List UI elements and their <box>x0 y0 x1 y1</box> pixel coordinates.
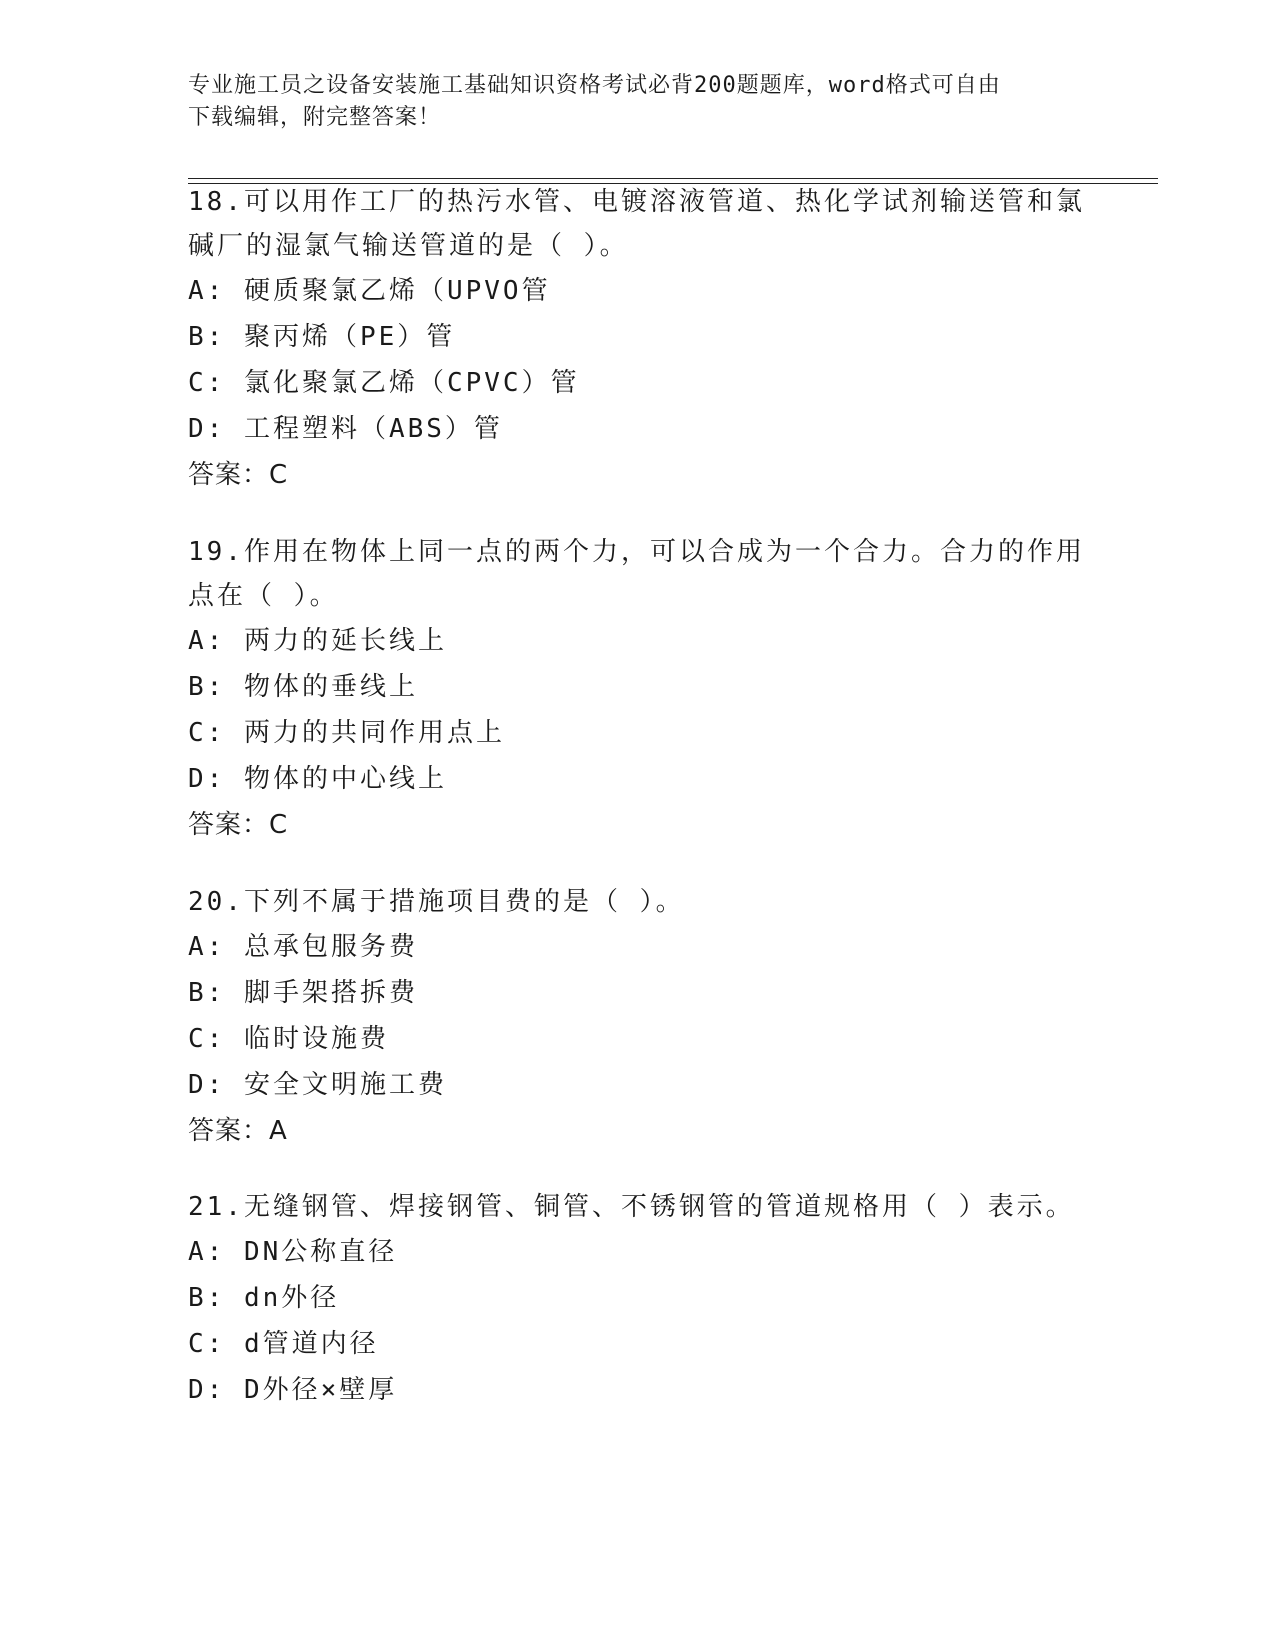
option-d: D: 工程塑料（ABS）管 <box>188 414 503 444</box>
option-b: B: 聚丙烯（PE）管 <box>188 322 456 352</box>
question-20 <box>188 880 1088 1154</box>
header-line-1: 专业施工员之设备安装施工基础知识资格考试必背200题题库，word格式可自由 <box>188 73 1001 98</box>
answer-line: 答案：A <box>188 1116 288 1146</box>
answer-line: 答案：C <box>188 810 289 840</box>
option-d: D: 安全文明施工费 <box>188 1070 447 1100</box>
option-b: B: dn外径 <box>188 1283 340 1313</box>
question-stem: 18.可以用作工厂的热污水管、电镀溶液管道、热化学试剂输送管和氯 <box>188 187 1085 217</box>
option-c: C: 氯化聚氯乙烯（CPVC）管 <box>188 368 580 398</box>
option-b: B: 物体的垂线上 <box>188 672 418 702</box>
question-stem-continued: 碱厂的湿氯气输送管道的是（ ）。 <box>188 231 629 261</box>
question-18 <box>188 180 1088 498</box>
option-d: D: D外径×壁厚 <box>188 1375 398 1405</box>
document-header <box>188 70 1078 134</box>
option-c: C: d管道内径 <box>188 1329 379 1359</box>
question-stem: 20.下列不属于措施项目费的是（ ）。 <box>188 887 685 917</box>
option-b: B: 脚手架搭拆费 <box>188 978 418 1008</box>
question-stem: 19.作用在物体上同一点的两个力，可以合成为一个合力。合力的作用 <box>188 537 1085 567</box>
option-a: A: 两力的延长线上 <box>188 626 447 656</box>
option-a: A: DN公称直径 <box>188 1237 398 1267</box>
option-a: A: 硬质聚氯乙烯（UPVO管 <box>188 276 551 306</box>
option-a: A: 总承包服务费 <box>188 932 418 962</box>
answer-line: 答案：C <box>188 460 289 490</box>
option-c: C: 两力的共同作用点上 <box>188 718 505 748</box>
question-stem-continued: 点在（ ）。 <box>188 581 339 611</box>
question-21 <box>188 1185 1088 1413</box>
question-19 <box>188 530 1088 848</box>
option-d: D: 物体的中心线上 <box>188 764 447 794</box>
header-line-2: 下载编辑，附完整答案！ <box>188 105 442 130</box>
option-c: C: 临时设施费 <box>188 1024 389 1054</box>
question-stem: 21.无缝钢管、焊接钢管、铜管、不锈钢管的管道规格用（ ）表示。 <box>188 1192 1075 1222</box>
